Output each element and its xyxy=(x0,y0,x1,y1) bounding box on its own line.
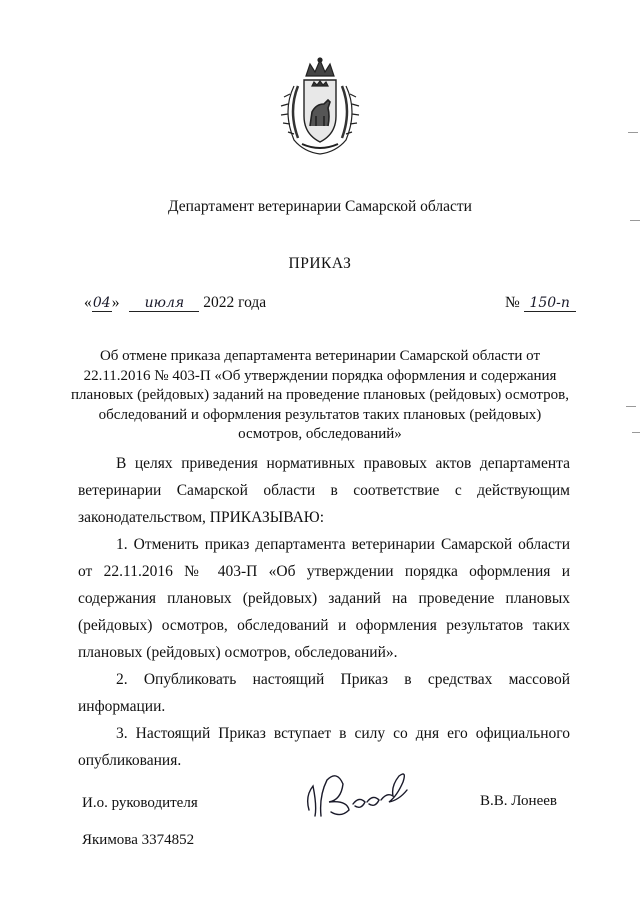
document-type-title: ПРИКАЗ xyxy=(288,255,352,272)
coat-of-arms-emblem xyxy=(274,56,366,158)
margin-mark xyxy=(632,432,640,433)
order-subject: Об отмене приказа департамента ветеринарии Самарской области от 22.11.2016 № 403-П «Об утверждении порядка оформления и содержания плановых (рейдовых) заданий на проведение плановых (рейдовых) осмотров, обследований и оформления результатов таких плановых (рейдовых) осмотров, обследований» xyxy=(71,348,569,442)
order-item-1: 1. Отменить приказ департамента ветеринарии Самарской области от 22.11.2016 № 403-П «Об утверждении порядка оформления и содержания плановых (рейдовых) заданий на проведение плановых (рейдовых) осмотров, обследований и оформления результатов таких плановых (рейдовых) осмотров, обследований». xyxy=(78,536,570,661)
margin-mark xyxy=(626,406,636,407)
date-month: июля xyxy=(129,295,199,312)
preamble-paragraph: В целях приведения нормативных правовых актов департамента ветеринарии Самарской области в соответствие с действующим законодательством, ПРИКАЗЫВАЮ: xyxy=(78,455,570,526)
department-name: Департамент ветеринарии Самарской области xyxy=(168,198,472,215)
order-item-2: 2. Опубликовать настоящий Приказ в средствах массовой информации. xyxy=(78,671,570,715)
date-open-quote: « xyxy=(84,294,92,311)
handwritten-signature xyxy=(303,766,418,822)
order-date xyxy=(84,294,266,312)
executor-contact: Якимова 3374852 xyxy=(82,832,195,848)
order-body xyxy=(78,450,570,774)
date-day: 04 xyxy=(92,295,111,311)
signatory-name: В.В. Лонеев xyxy=(480,793,557,809)
date-year: 2022 года xyxy=(203,294,267,311)
number-prefix: № xyxy=(505,294,520,311)
order-item-3: 3. Настоящий Приказ вступает в силу со дня его официального опубликования. xyxy=(78,725,570,769)
order-number xyxy=(505,294,576,312)
date-close-quote: » xyxy=(111,294,120,311)
signatory-role: И.о. руководителя xyxy=(82,795,198,811)
margin-mark xyxy=(630,220,640,221)
number-value: 150-п xyxy=(524,295,576,312)
margin-mark xyxy=(628,132,638,133)
